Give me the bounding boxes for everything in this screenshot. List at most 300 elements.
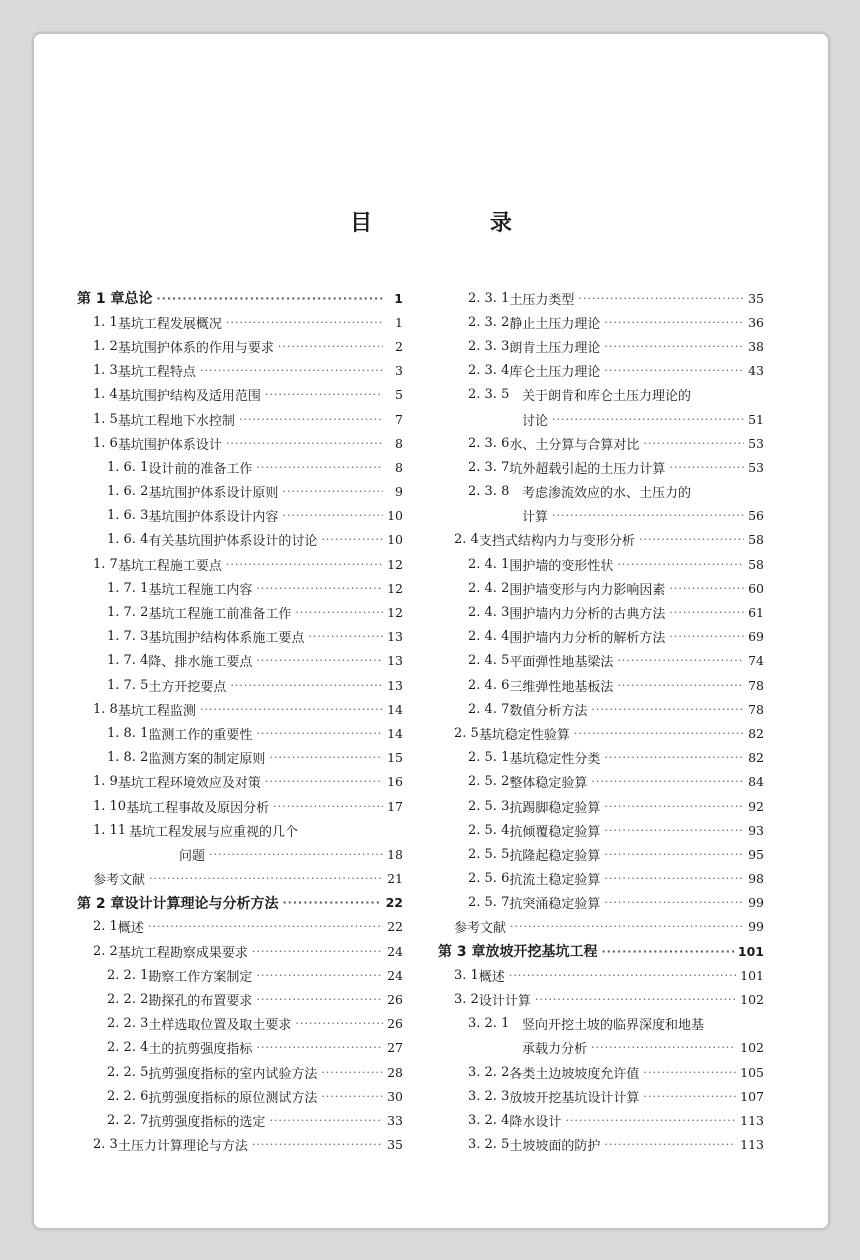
toc-entry-page: 12 <box>387 580 403 596</box>
toc-entry-page: 58 <box>748 556 764 572</box>
toc-entry-number: 2. 4. 4 <box>468 629 510 645</box>
toc-dot-leader <box>200 364 383 377</box>
toc-entry-page: 99 <box>748 895 764 911</box>
toc-dot-leader <box>278 340 383 353</box>
toc-entry-title: 抗剪强度指标的室内试验方法 <box>148 1066 318 1082</box>
toc-entry-title: 基坑稳定性验算 <box>478 727 570 743</box>
toc-dot-leader <box>265 388 383 401</box>
toc-entry <box>77 383 403 407</box>
toc-entry <box>438 794 764 818</box>
toc-entry-number: 2. 5. 1 <box>468 750 510 766</box>
toc-dot-leader <box>604 340 744 353</box>
toc-entry-title: 讨论 <box>522 413 549 429</box>
toc-entry-page: 10 <box>387 508 403 524</box>
toc-entry-number: 2. 3 <box>93 1137 118 1153</box>
toc-entry <box>438 891 764 915</box>
toc-entry-title: 勘察工作方案制定 <box>148 969 253 985</box>
toc-entry-number: 1. 4 <box>93 387 118 403</box>
toc-entry-number: 3. 2. 3 <box>468 1088 510 1104</box>
toc-dot-leader <box>239 413 383 426</box>
toc-entry-number: 1. 2 <box>93 338 118 354</box>
toc-entry-title: 监测工作的重要性 <box>148 727 253 743</box>
toc-entry-title: 基坑围护体系设计内容 <box>148 510 279 526</box>
toc-entry-page: 33 <box>387 1112 403 1128</box>
toc-entry-number: 第 1 章 <box>77 291 125 308</box>
toc-entry-title: 基坑围护结构及适用范围 <box>117 389 261 405</box>
toc-dot-leader <box>669 606 744 619</box>
toc-entry-number: 1. 8 <box>93 701 118 717</box>
toc-entry-number: 2. 3. 2 <box>468 314 510 330</box>
toc-dot-leader <box>256 461 383 474</box>
toc-entry <box>77 673 403 697</box>
toc-entry-page: 78 <box>748 677 764 693</box>
toc-dot-leader <box>321 533 383 546</box>
toc-dot-leader <box>604 896 744 909</box>
toc-dot-leader <box>226 558 383 571</box>
toc-entry-title: 竖向开挖土坡的临界深度和地基 <box>522 1018 705 1034</box>
toc-entry-number: 2. 4 <box>454 532 479 548</box>
toc-entry-number: 2. 1 <box>93 919 118 935</box>
toc-entry-title: 概述 <box>478 969 505 985</box>
toc-entry <box>77 963 403 987</box>
toc-entry-title: 关于朗肯和库仑土压力理论的 <box>522 389 692 405</box>
toc-entry-page: 56 <box>748 508 764 524</box>
document-page <box>33 33 829 1229</box>
toc-entry-page: 13 <box>387 677 403 693</box>
toc-entry-title: 抗剪强度指标的选定 <box>148 1114 266 1130</box>
toc-entry-title: 土样选取位置及取土要求 <box>148 1018 292 1034</box>
toc-entry <box>77 987 403 1011</box>
toc-dot-leader <box>552 413 744 426</box>
toc-entry-page: 14 <box>387 725 403 741</box>
toc-entry-title: 基坑围护体系设计 <box>117 437 222 453</box>
toc-entry <box>77 407 403 431</box>
toc-entry-number: 2. 3. 8 <box>468 484 510 500</box>
toc-entry-page: 24 <box>387 943 403 959</box>
toc-entry-page: 35 <box>748 290 764 306</box>
toc-entry <box>438 625 764 649</box>
toc-dot-leader <box>308 630 383 643</box>
toc-entry-page: 113 <box>740 1112 764 1128</box>
toc-entry-page: 102 <box>740 992 764 1008</box>
toc-entry-number: 2. 3. 6 <box>468 435 510 451</box>
toc-entry-title: 基坑围护结构体系施工要点 <box>148 631 305 647</box>
toc-dot-leader <box>283 896 382 909</box>
toc-entry-page: 98 <box>748 871 764 887</box>
toc-entry-number: 2. 5. 4 <box>468 822 510 838</box>
toc-entry-title: 平面弹性地基梁法 <box>509 655 614 671</box>
toc-dot-leader <box>295 1017 383 1030</box>
toc-dot-leader <box>604 872 744 885</box>
toc-entry-title: 放坡开挖基坑工程 <box>485 944 598 961</box>
toc-entry <box>438 431 764 455</box>
toc-entry-page: 15 <box>387 750 403 766</box>
toc-entry-page: 102 <box>740 1040 764 1056</box>
toc-entry-number: 1. 6. 2 <box>107 484 149 500</box>
toc-dot-leader <box>617 654 744 667</box>
toc-entry-title: 设计前的准备工作 <box>148 461 253 477</box>
toc-dot-leader <box>604 824 744 837</box>
toc-entry-page: 113 <box>740 1137 764 1153</box>
toc-entry-title: 支挡式结构内力与变形分析 <box>478 534 635 550</box>
toc-entry-number: 2. 5. 2 <box>468 774 510 790</box>
toc-entry-number: 3. 2. 4 <box>468 1112 510 1128</box>
toc-entry <box>438 576 764 600</box>
toc-entry-title: 抗倾覆稳定验算 <box>509 824 601 840</box>
toc-entry-number: 第 2 章 <box>77 895 125 912</box>
toc-dot-leader <box>256 969 383 982</box>
toc-dot-leader <box>256 582 383 595</box>
toc-entry-page: 26 <box>387 1016 403 1032</box>
toc-entry-page: 22 <box>387 919 403 935</box>
toc-entry <box>438 504 764 528</box>
toc-entry-number: 2. 4. 5 <box>468 653 510 669</box>
toc-dot-leader <box>591 775 744 788</box>
toc-entry-page: 22 <box>385 895 403 911</box>
toc-entry-title: 设计计算理论与分析方法 <box>124 895 279 912</box>
toc-entry-page: 1 <box>395 314 403 330</box>
toc-dot-leader <box>256 993 383 1006</box>
toc-dot-leader <box>604 751 744 764</box>
toc-dot-leader <box>639 533 744 546</box>
toc-entry-title: 静止土压力理论 <box>509 316 601 332</box>
toc-entry <box>77 504 403 528</box>
toc-entry-title: 土方开挖要点 <box>148 679 227 695</box>
toc-entry-number: 2. 4. 6 <box>468 677 510 693</box>
toc-entry-page: 101 <box>737 943 764 959</box>
toc-dot-leader <box>256 727 383 740</box>
toc-dot-leader <box>535 993 736 1006</box>
toc-entry-number: 1. 7. 5 <box>107 677 149 693</box>
toc-entry <box>438 746 764 770</box>
toc-dot-leader <box>591 1041 736 1054</box>
toc-dot-leader <box>574 727 744 740</box>
toc-entry-number: 2. 3. 7 <box>468 459 510 475</box>
toc-entry-title: 基坑工程勘察成果要求 <box>117 945 248 961</box>
toc-entry-number: 2. 2. 2 <box>107 992 149 1008</box>
toc-entry-title: 土压力类型 <box>509 292 575 308</box>
toc-entry-number: 2. 2 <box>93 943 118 959</box>
toc-entry-page: 51 <box>748 411 764 427</box>
toc-entry <box>77 697 403 721</box>
toc-entry-page: 16 <box>387 774 403 790</box>
toc-entry-number: 2. 2. 6 <box>107 1088 149 1104</box>
toc-entry-page: 35 <box>387 1137 403 1153</box>
toc-entry-title: 计算 <box>522 510 549 526</box>
toc-entry <box>438 528 764 552</box>
toc-entry-title: 基坑工程特点 <box>117 365 196 381</box>
toc-entry-number: 2. 5 <box>454 725 479 741</box>
toc-entry-page: 1 <box>394 290 403 306</box>
toc-entry-number: 2. 5. 3 <box>468 798 510 814</box>
toc-entry <box>77 359 403 383</box>
toc-entry <box>438 1108 764 1132</box>
toc-dot-leader <box>643 1090 736 1103</box>
toc-entry <box>438 1036 764 1060</box>
toc-entry-title: 抗隆起稳定验算 <box>509 848 601 864</box>
toc-dot-leader <box>669 582 744 595</box>
toc-entry <box>438 286 764 310</box>
toc-dot-leader <box>321 1066 383 1079</box>
toc-dot-leader <box>209 848 383 861</box>
toc-entry-page: 95 <box>748 846 764 862</box>
toc-entry-page: 43 <box>748 363 764 379</box>
toc-entry <box>77 528 403 552</box>
toc-entry <box>77 867 403 891</box>
toc-dot-leader <box>282 485 383 498</box>
toc-entry <box>77 794 403 818</box>
toc-entry-page: 28 <box>387 1064 403 1080</box>
toc-dot-leader <box>669 461 744 474</box>
toc-entry-title: 围护墙内力分析的解析方法 <box>509 631 666 647</box>
toc-entry <box>438 867 764 891</box>
toc-entry-title: 朗肯土压力理论 <box>509 340 601 356</box>
toc-entry <box>438 407 764 431</box>
toc-entry-title: 库仑土压力理论 <box>509 365 601 381</box>
toc-entry-page: 30 <box>387 1088 403 1104</box>
toc-entry-number: 2. 4. 7 <box>468 701 510 717</box>
toc-entry-title: 三维弹性地基板法 <box>509 679 614 695</box>
toc-entry-number: 2. 3. 3 <box>468 338 510 354</box>
toc-entry-title: 基坑围护体系的作用与要求 <box>117 340 274 356</box>
toc-entry-title: 抗突涌稳定验算 <box>509 897 601 913</box>
toc-dot-leader <box>149 872 383 885</box>
toc-entry-title: 数值分析方法 <box>509 703 588 719</box>
toc-entry-title: 基坑工程地下水控制 <box>117 413 235 429</box>
toc-entry-number: 1. 6. 4 <box>107 532 149 548</box>
toc-entry-page: 60 <box>748 580 764 596</box>
toc-dot-leader <box>273 800 383 813</box>
toc-entry <box>77 770 403 794</box>
toc-entry-page: 53 <box>748 435 764 451</box>
toc-dot-leader <box>226 437 383 450</box>
toc-dot-leader <box>148 920 383 933</box>
toc-entry-page: 38 <box>748 338 764 354</box>
toc-entry-page: 99 <box>748 919 764 935</box>
toc-dot-leader <box>604 316 744 329</box>
toc-entry-page: 17 <box>387 798 403 814</box>
toc-entry-number: 1. 8. 2 <box>107 750 149 766</box>
toc-entry-page: 8 <box>395 459 403 475</box>
toc-entry-page: 74 <box>748 653 764 669</box>
toc-entry-page: 10 <box>387 532 403 548</box>
toc-entry-title: 参考文献 <box>93 873 146 889</box>
toc-entry-page: 105 <box>740 1064 764 1080</box>
toc-dot-leader <box>200 703 383 716</box>
toc-entry <box>77 649 403 673</box>
toc-entry-number: 3. 2 <box>454 992 479 1008</box>
toc-entry <box>438 552 764 576</box>
toc-entry-title: 围护墙变形与内力影响因素 <box>509 582 666 598</box>
toc-column-right <box>438 286 764 1157</box>
toc-entry <box>77 721 403 745</box>
toc-entry-number: 1. 5 <box>93 411 118 427</box>
toc-column-left <box>77 286 403 1157</box>
toc-entry-number: 1. 7. 1 <box>107 580 149 596</box>
toc-entry-page: 2 <box>395 338 403 354</box>
toc-entry <box>438 915 764 939</box>
toc-entry-number: 1. 3 <box>93 363 118 379</box>
toc-entry <box>438 842 764 866</box>
toc-entry <box>438 600 764 624</box>
toc-dot-leader <box>602 945 734 958</box>
toc-entry-title: 基坑工程监测 <box>117 703 196 719</box>
toc-entry-page: 14 <box>387 701 403 717</box>
page-title: 目 录 <box>350 211 567 236</box>
toc-entry-page: 24 <box>387 967 403 983</box>
toc-dot-leader <box>269 1114 383 1127</box>
toc-entry <box>77 480 403 504</box>
toc-entry <box>77 310 403 334</box>
toc-entry-number: 3. 1 <box>454 967 479 983</box>
toc-entry-page: 13 <box>387 653 403 669</box>
toc-dot-leader <box>252 1138 383 1151</box>
toc-entry-title: 基坑工程环境效应及对策 <box>117 776 261 792</box>
toc-entry-page: 53 <box>748 459 764 475</box>
toc-dot-leader <box>321 1090 383 1103</box>
toc-entry <box>438 334 764 358</box>
toc-dot-leader <box>230 679 383 692</box>
toc-entry <box>438 987 764 1011</box>
toc-entry-number: 2. 5. 6 <box>468 871 510 887</box>
toc-entry-title: 基坑工程事故及原因分析 <box>126 800 270 816</box>
toc-entry-title: 承载力分析 <box>522 1042 588 1058</box>
toc-entry-page: 27 <box>387 1040 403 1056</box>
toc-entry <box>77 286 403 310</box>
toc-entry-page: 9 <box>395 484 403 500</box>
toc-entry <box>77 455 403 479</box>
toc-entry-title: 土坡坡面的防护 <box>509 1139 601 1155</box>
toc-entry-page: 21 <box>387 871 403 887</box>
toc-entry-title: 有关基坑围护体系设计的讨论 <box>148 534 318 550</box>
toc-dot-leader <box>552 509 744 522</box>
toc-entry-title: 问题 <box>179 848 206 864</box>
toc-entry <box>438 359 764 383</box>
toc-dot-leader <box>669 630 744 643</box>
toc-entry <box>438 697 764 721</box>
toc-entry <box>438 673 764 697</box>
toc-entry-number: 2. 3. 5 <box>468 387 510 403</box>
toc-entry-page: 101 <box>740 967 764 983</box>
toc-entry-title: 水、土分算与合算对比 <box>509 437 640 453</box>
toc-entry <box>77 431 403 455</box>
toc-entry-number: 2. 4. 2 <box>468 580 510 596</box>
toc-dot-leader <box>643 437 744 450</box>
toc-entry-title: 整体稳定验算 <box>509 776 588 792</box>
toc-entry-title: 坑外超载引起的土压力计算 <box>509 461 666 477</box>
toc-entry <box>77 818 403 842</box>
toc-entry-number: 3. 2. 1 <box>468 1016 510 1032</box>
toc-dot-leader <box>604 848 744 861</box>
toc-entry-title: 基坑围护体系设计原则 <box>148 486 279 502</box>
toc-entry-number: 1. 11 <box>93 822 127 838</box>
toc-entry-title: 考虑渗流效应的水、土压力的 <box>522 486 692 502</box>
toc-entry-page: 8 <box>395 435 403 451</box>
toc-dot-leader <box>252 945 383 958</box>
toc-entry <box>438 455 764 479</box>
toc-entry-title: 土的抗剪强度指标 <box>148 1042 253 1058</box>
toc-entry-number: 3. 2. 5 <box>468 1137 510 1153</box>
toc-entry <box>77 915 403 939</box>
toc-entry-number: 1. 10 <box>93 798 127 814</box>
toc-entry-number: 2. 2. 3 <box>107 1016 149 1032</box>
toc-entry-page: 92 <box>748 798 764 814</box>
toc-entry-number: 1. 1 <box>93 314 118 330</box>
toc-entry-number: 2. 4. 1 <box>468 556 510 572</box>
toc-entry-number: 1. 6. 3 <box>107 508 149 524</box>
toc-entry-number: 1. 7 <box>93 556 118 572</box>
toc-entry <box>77 1036 403 1060</box>
toc-entry-title: 基坑工程发展概况 <box>117 316 222 332</box>
toc-entry-page: 82 <box>748 750 764 766</box>
toc-entry-page: 5 <box>395 387 403 403</box>
toc-entry-number: 1. 6. 1 <box>107 459 149 475</box>
toc-entry <box>77 842 403 866</box>
toc-entry-title: 基坑工程施工要点 <box>117 558 222 574</box>
toc-entry-page: 61 <box>748 605 764 621</box>
toc-entry-page: 107 <box>740 1088 764 1104</box>
toc-entry <box>438 770 764 794</box>
toc-entry-page: 3 <box>395 363 403 379</box>
toc-entry <box>438 480 764 504</box>
toc-dot-leader <box>591 703 744 716</box>
toc-entry-number: 1. 8. 1 <box>107 725 149 741</box>
toc-dot-leader <box>265 775 383 788</box>
toc-entry-title: 抗剪强度指标的原位测试方法 <box>148 1090 318 1106</box>
toc-entry-number: 1. 7. 2 <box>107 605 149 621</box>
toc-entry <box>77 576 403 600</box>
toc-entry-title: 勘探孔的布置要求 <box>148 994 253 1010</box>
toc-entry <box>77 334 403 358</box>
toc-entry <box>438 1060 764 1084</box>
toc-dot-leader <box>604 1138 736 1151</box>
toc-entry-page: 36 <box>748 314 764 330</box>
toc-entry <box>77 1012 403 1036</box>
toc-entry-title: 降、排水施工要点 <box>148 655 253 671</box>
toc-entry-number: 2. 3. 4 <box>468 363 510 379</box>
toc-entry-page: 82 <box>748 725 764 741</box>
toc-entry-page: 18 <box>387 846 403 862</box>
toc-dot-leader <box>226 316 383 329</box>
toc-entry-title: 总论 <box>124 291 153 308</box>
toc-dot-leader <box>269 751 383 764</box>
toc-entry-page: 78 <box>748 701 764 717</box>
toc-entry-page: 12 <box>387 605 403 621</box>
toc-entry-title: 各类土边坡坡度允许值 <box>509 1066 640 1082</box>
toc-entry-number: 2. 2. 1 <box>107 967 149 983</box>
toc-entry-number: 第 3 章 <box>438 944 486 961</box>
toc-entry-number: 1. 6 <box>93 435 118 451</box>
toc-entry-page: 58 <box>748 532 764 548</box>
toc-entry <box>77 625 403 649</box>
toc-entry <box>438 383 764 407</box>
toc-entry-number: 2. 5. 5 <box>468 846 510 862</box>
toc-dot-leader <box>565 1114 736 1127</box>
toc-entry-title: 围护墙内力分析的古典方法 <box>509 607 666 623</box>
toc-entry-title: 围护墙的变形性状 <box>509 558 614 574</box>
toc-dot-leader <box>604 800 744 813</box>
toc-entry <box>438 310 764 334</box>
toc-dot-leader <box>256 1041 383 1054</box>
toc-dot-leader <box>256 654 383 667</box>
toc-entry-number: 2. 5. 7 <box>468 895 510 911</box>
toc-entry <box>77 939 403 963</box>
toc-entry <box>77 891 403 915</box>
toc-entry <box>438 963 764 987</box>
toc-entry-number: 1. 7. 3 <box>107 629 149 645</box>
toc-entry-title: 土压力计算理论与方法 <box>117 1139 248 1155</box>
toc-entry-title: 设计计算 <box>478 994 531 1010</box>
